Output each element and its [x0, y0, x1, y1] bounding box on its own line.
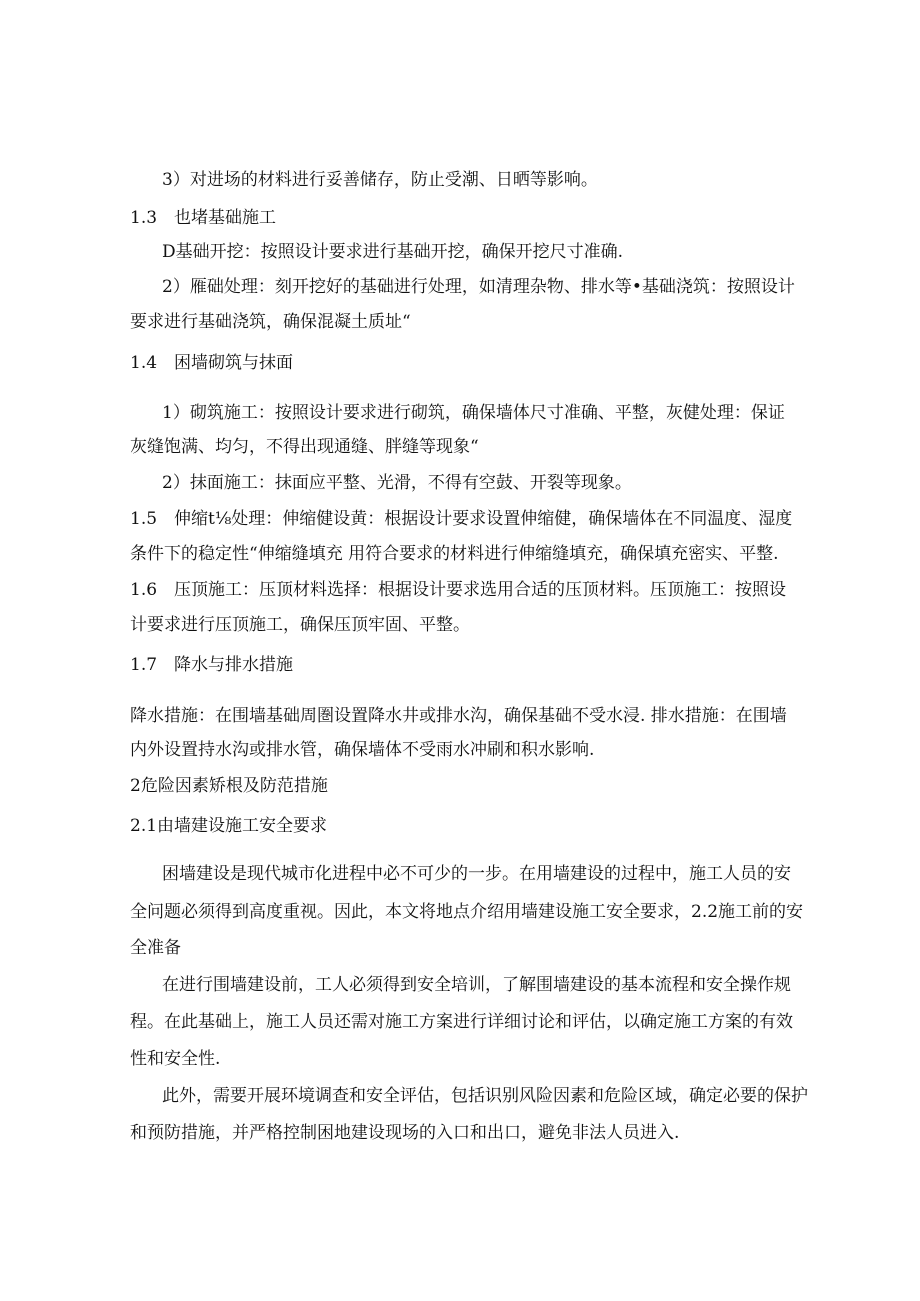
section-1-6 — [130, 582, 786, 599]
paragraph-line: 程。在此基础上，施工人员还需对施工方案进行详细讨论和评估，以确定施工方案的有效 — [130, 1012, 793, 1032]
paragraph-line: 3）对进场的材料进行妥善储存，防止受潮、日晒等影响。 — [162, 170, 598, 190]
paragraph-line: 性和安全性. — [130, 1049, 221, 1069]
section-heading-1-4 — [130, 355, 293, 372]
paragraph-line: 伸缩t⅛处理：伸缩健设黄：根据设计要求设置伸缩健，确保墙体在不同温度、湿度 — [174, 509, 793, 529]
section-title: 困墙砌筑与抹面 — [174, 353, 293, 373]
paragraph-line: 此外，需要开展环境调查和安全评估，包括识别风险因素和危险区域，确定必要的保护 — [162, 1086, 808, 1106]
paragraph-line: 灰缝饱满、均匀，不得出现通缝、胖缝等现象“ — [130, 437, 479, 457]
paragraph-line: 在进行围墙建设前，工人必须得到安全培训，了解围墙建设的基本流程和安全操作规 — [162, 975, 791, 995]
section-1-5 — [130, 511, 792, 528]
paragraph-line: 压顶施工：压顶材料选择：根据设计要求选用合适的压顶材料。压顶施工：按照设 — [174, 580, 786, 600]
section-number: 1.4 — [130, 353, 158, 373]
paragraph-line: 和预防措施，并严格控制困地建设现场的入口和出口，避免非法人员进入. — [130, 1123, 680, 1143]
section-title: 降水与排水措施 — [174, 655, 293, 675]
paragraph-line: D基础开挖：按照设计要求进行基础开挖，确保开挖尺寸准确. — [162, 242, 624, 262]
section-heading-1-3 — [130, 210, 276, 227]
section-title: 也堵基础施工 — [174, 208, 276, 228]
paragraph-line: 全准备 — [130, 938, 181, 958]
paragraph-line: 2）抹面施工：抹面应平整、光滑，不得有空鼓、开裂等现象。 — [162, 473, 632, 493]
chapter-heading-2: 2危险因素矫根及防范措施 — [130, 776, 328, 796]
paragraph-line: 困墙建设是现代城市化进程中必不可少的一步。在用墙建设的过程中，施工人员的安 — [162, 864, 791, 884]
section-number: 1.7 — [130, 655, 158, 675]
paragraph-line: 计要求进行压顶施工，确保压顶牢固、平整。 — [130, 615, 470, 635]
paragraph-line: 1）砌筑施工：按照设计要求进行砌筑，确保墙体尺寸准确、平整，灰健处理：保证 — [162, 403, 785, 423]
section-number: 1.5 — [130, 509, 158, 529]
section-heading-1-7 — [130, 657, 293, 674]
paragraph-line: 要求进行基础浇筑，确保混凝土质址“ — [130, 312, 411, 332]
paragraph-line: 2）雁础处理：刻开挖好的基础进行处理，如清理杂物、排水等•基础浇筑：按照设计 — [162, 277, 795, 297]
section-heading-2-1: 2.1由墙建设施工安全要求 — [130, 816, 328, 836]
section-number: 1.3 — [130, 208, 158, 228]
paragraph-line: 内外设置持水沟或排水管，确保墙体不受雨水冲刷和积水影响. — [130, 740, 595, 760]
section-number: 1.6 — [130, 580, 158, 600]
paragraph-line: 条件下的稳定性“伸缩缝填充 用符合要求的材料进行伸缩缝填充，确保填充密实、平整. — [130, 544, 779, 564]
paragraph-line: 全问题必须得到高度重视。因此，本文将地点介绍用墙建设施工安全要求，2.2施工前的安 — [130, 902, 804, 922]
paragraph-line: 降水措施：在围墙基础周圏设置降水井或排水沟，确保基础不受水浸. 排水措施：在围墙 — [130, 706, 787, 726]
